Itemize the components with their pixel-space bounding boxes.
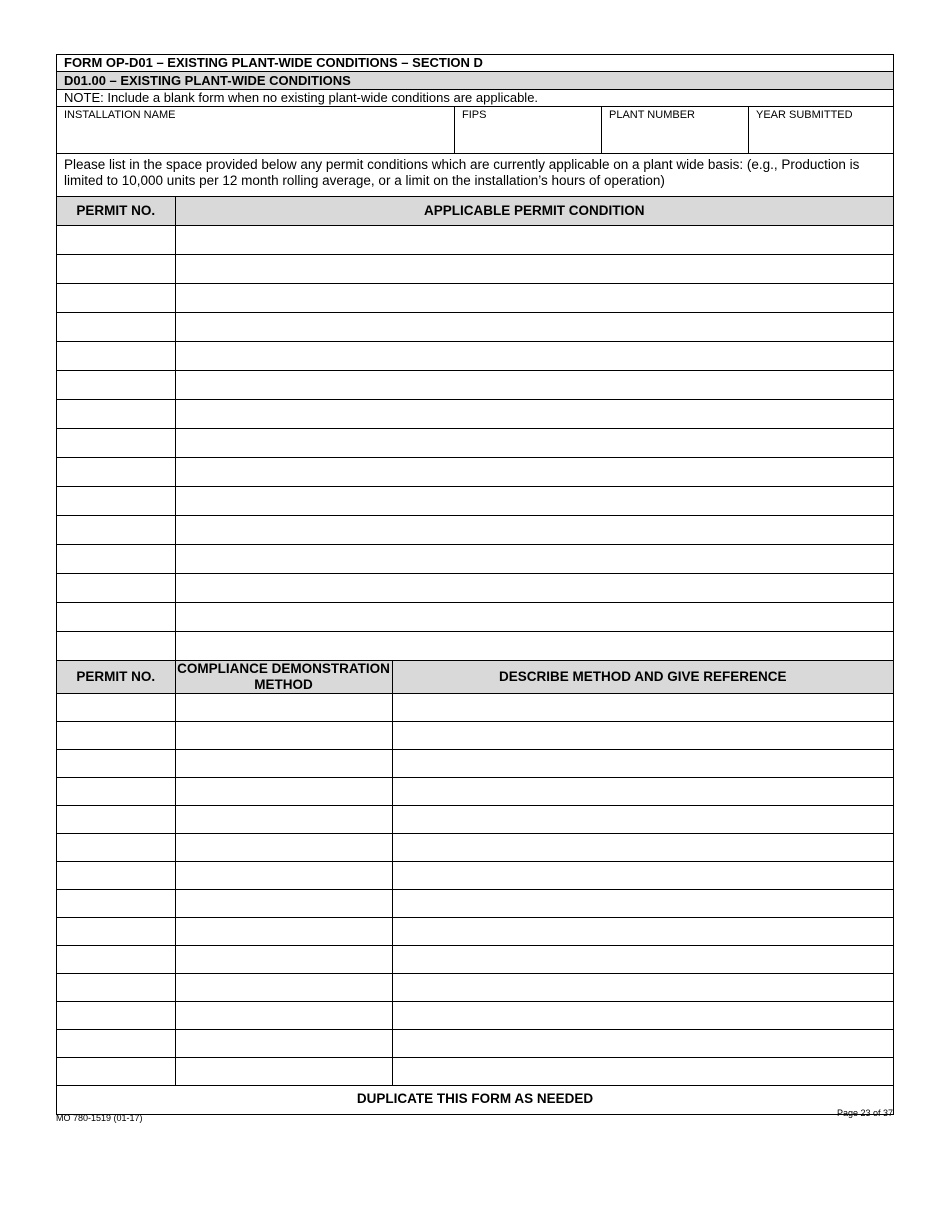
permit-no-cell <box>57 602 175 631</box>
permit-condition-cell <box>175 602 893 631</box>
table-header-row <box>57 197 893 225</box>
permit-no-input[interactable] <box>57 545 175 573</box>
permit-no-cell <box>57 918 175 946</box>
permit-condition-input[interactable] <box>176 284 894 312</box>
table-row <box>57 806 893 834</box>
compliance-method-cell <box>175 1030 392 1058</box>
permit-condition-cell <box>175 515 893 544</box>
permit-no-input[interactable] <box>57 400 175 428</box>
compliance-method-input[interactable] <box>176 778 392 805</box>
installation-name-label: INSTALLATION NAME <box>64 109 176 121</box>
year-submitted-cell <box>749 107 893 153</box>
permit-conditions-table <box>57 197 893 660</box>
method-description-cell <box>392 862 893 890</box>
permit-condition-cell <box>175 225 893 254</box>
permit-condition-input[interactable] <box>176 400 894 428</box>
permit-no-cell <box>57 806 175 834</box>
permit-no-input[interactable] <box>57 806 175 833</box>
table-row <box>57 428 893 457</box>
table-row <box>57 750 893 778</box>
method-description-cell <box>392 722 893 750</box>
compliance-method-input[interactable] <box>176 862 392 889</box>
compliance-method-input[interactable] <box>176 1002 392 1029</box>
permit-no-input[interactable] <box>57 313 175 341</box>
method-description-cell <box>392 1030 893 1058</box>
method-description-input[interactable] <box>393 974 894 1001</box>
permit-no-cell <box>57 225 175 254</box>
table-row <box>57 1058 893 1086</box>
table-row <box>57 974 893 1002</box>
compliance-method-input[interactable] <box>176 750 392 777</box>
permit-no-input[interactable] <box>57 778 175 805</box>
permit-no-input[interactable] <box>57 750 175 777</box>
permit-no-input[interactable] <box>57 516 175 544</box>
method-description-input[interactable] <box>393 1002 894 1029</box>
method-description-cell <box>392 946 893 974</box>
fips-label: FIPS <box>462 109 487 121</box>
method-description-cell <box>392 890 893 918</box>
permit-condition-cell <box>175 399 893 428</box>
table-row <box>57 602 893 631</box>
plant-number-cell <box>602 107 749 153</box>
compliance-method-input[interactable] <box>176 974 392 1001</box>
permit-no-input[interactable] <box>57 632 175 661</box>
permit-no-cell <box>57 890 175 918</box>
form-title: FORM OP-D01 – EXISTING PLANT-WIDE CONDITIONS – SECTION D <box>57 55 893 72</box>
permit-no-cell <box>57 573 175 602</box>
method-description-cell <box>392 694 893 722</box>
table-row <box>57 573 893 602</box>
section-title: D01.00 – EXISTING PLANT-WIDE CONDITIONS <box>57 72 893 90</box>
describe-method-header: DESCRIBE METHOD AND GIVE REFERENCE <box>392 661 893 694</box>
table-row <box>57 544 893 573</box>
permit-no-cell <box>57 486 175 515</box>
permit-no-input[interactable] <box>57 862 175 889</box>
method-description-cell <box>392 750 893 778</box>
permit-no-input[interactable] <box>57 603 175 631</box>
form-note: NOTE: Include a blank form when no existing plant-wide conditions are applicable. <box>57 90 893 107</box>
table-header-row <box>57 661 893 694</box>
permit-no-input[interactable] <box>57 487 175 515</box>
permit-no-cell <box>57 341 175 370</box>
permit-condition-input[interactable] <box>176 313 894 341</box>
installation-name-input[interactable] <box>64 127 435 141</box>
permit-no-cell <box>57 974 175 1002</box>
compliance-method-cell <box>175 694 392 722</box>
fips-input[interactable] <box>462 127 594 141</box>
compliance-method-cell <box>175 778 392 806</box>
compliance-method-input[interactable] <box>176 890 392 917</box>
permit-condition-cell <box>175 457 893 486</box>
page-number: Page 23 of 37 <box>836 1108 893 1118</box>
instructions: Please list in the space provided below any permit conditions which are currently applicable on a plant wide basis: (e.g., Production is limited to 10,000 units per 12 month rolling average, or a limit on the installation’s hours of operation) <box>57 154 893 197</box>
permit-no-input[interactable] <box>57 342 175 370</box>
method-description-cell <box>392 778 893 806</box>
permit-no-input[interactable] <box>57 1002 175 1029</box>
compliance-method-input[interactable] <box>176 834 392 861</box>
method-description-input[interactable] <box>393 722 894 749</box>
permit-no-cell <box>57 750 175 778</box>
installation-name-cell <box>57 107 455 153</box>
permit-no-input[interactable] <box>57 226 175 254</box>
permit-no-cell <box>57 694 175 722</box>
plant-number-input[interactable] <box>609 127 741 141</box>
permit-no-cell <box>57 1030 175 1058</box>
method-description-input[interactable] <box>393 806 894 833</box>
applicable-permit-condition-header: APPLICABLE PERMIT CONDITION <box>175 197 893 225</box>
permit-no-cell <box>57 254 175 283</box>
compliance-methods-table <box>57 660 893 1086</box>
table-row <box>57 722 893 750</box>
table-row <box>57 312 893 341</box>
compliance-method-cell <box>175 1002 392 1030</box>
method-description-input[interactable] <box>393 946 894 973</box>
permit-no-cell <box>57 312 175 341</box>
permit-condition-input[interactable] <box>176 516 894 544</box>
permit-condition-cell <box>175 631 893 660</box>
permit-condition-input[interactable] <box>176 632 894 661</box>
permit-no-input[interactable] <box>57 890 175 917</box>
permit-condition-input[interactable] <box>176 574 894 602</box>
permit-no-input[interactable] <box>57 284 175 312</box>
installation-info-row <box>57 107 893 154</box>
form-number: MO 780-1519 (01-17) <box>56 1113 143 1123</box>
compliance-method-input[interactable] <box>176 694 392 721</box>
table-row <box>57 918 893 946</box>
method-description-input[interactable] <box>393 918 894 945</box>
table-row <box>57 399 893 428</box>
permit-condition-input[interactable] <box>176 342 894 370</box>
compliance-method-input[interactable] <box>176 946 392 973</box>
table-row <box>57 946 893 974</box>
method-description-cell <box>392 1002 893 1030</box>
permit-no-input[interactable] <box>57 574 175 602</box>
compliance-method-cell <box>175 834 392 862</box>
permit-no-input[interactable] <box>57 1030 175 1057</box>
permit-condition-cell <box>175 573 893 602</box>
table-row <box>57 778 893 806</box>
table-row <box>57 341 893 370</box>
plant-number-label: PLANT NUMBER <box>609 109 695 121</box>
permit-condition-input[interactable] <box>176 429 894 457</box>
method-description-input[interactable] <box>393 778 894 805</box>
permit-condition-input[interactable] <box>176 545 894 573</box>
table-row <box>57 1002 893 1030</box>
permit-no-cell <box>57 1058 175 1086</box>
table-row <box>57 254 893 283</box>
compliance-method-cell <box>175 890 392 918</box>
permit-condition-input[interactable] <box>176 371 894 399</box>
table-row <box>57 370 893 399</box>
method-description-cell <box>392 1058 893 1086</box>
compliance-method-input[interactable] <box>176 806 392 833</box>
compliance-method-cell <box>175 918 392 946</box>
permit-condition-input[interactable] <box>176 226 894 254</box>
method-description-cell <box>392 806 893 834</box>
compliance-method-input[interactable] <box>176 918 392 945</box>
permit-no-cell <box>57 428 175 457</box>
permit-no-input[interactable] <box>57 429 175 457</box>
permit-condition-cell <box>175 544 893 573</box>
permit-no-input[interactable] <box>57 946 175 973</box>
permit-condition-input[interactable] <box>176 458 894 486</box>
permit-no-cell <box>57 457 175 486</box>
form-container <box>56 54 894 1115</box>
method-description-input[interactable] <box>393 834 894 861</box>
permit-condition-input[interactable] <box>176 255 894 283</box>
compliance-demonstration-method-header: COMPLIANCE DEMONSTRATION METHOD <box>175 661 392 694</box>
compliance-method-cell <box>175 1058 392 1086</box>
permit-no-header: PERMIT NO. <box>57 197 175 225</box>
compliance-method-cell <box>175 974 392 1002</box>
method-description-cell <box>392 974 893 1002</box>
permit-condition-cell <box>175 254 893 283</box>
method-description-input[interactable] <box>393 750 894 777</box>
permit-condition-cell <box>175 370 893 399</box>
compliance-method-cell <box>175 722 392 750</box>
compliance-method-input[interactable] <box>176 1058 392 1085</box>
permit-no-input[interactable] <box>57 255 175 283</box>
permit-no-input[interactable] <box>57 834 175 861</box>
table-row <box>57 890 893 918</box>
permit-condition-cell <box>175 283 893 312</box>
table-row <box>57 834 893 862</box>
method-description-input[interactable] <box>393 862 894 889</box>
table-row <box>57 283 893 312</box>
permit-no-header: PERMIT NO. <box>57 661 175 694</box>
permit-no-input[interactable] <box>57 694 175 721</box>
permit-no-cell <box>57 946 175 974</box>
permit-condition-cell <box>175 486 893 515</box>
table-row <box>57 225 893 254</box>
table-row <box>57 1030 893 1058</box>
compliance-method-cell <box>175 806 392 834</box>
permit-no-cell <box>57 544 175 573</box>
permit-no-cell <box>57 283 175 312</box>
method-description-cell <box>392 918 893 946</box>
table-row <box>57 457 893 486</box>
method-description-input[interactable] <box>393 694 894 721</box>
permit-no-cell <box>57 1002 175 1030</box>
permit-no-cell <box>57 778 175 806</box>
table-row <box>57 486 893 515</box>
year-submitted-input[interactable] <box>756 127 886 141</box>
permit-no-input[interactable] <box>57 458 175 486</box>
compliance-method-cell <box>175 946 392 974</box>
method-description-input[interactable] <box>393 1058 894 1085</box>
permit-condition-cell <box>175 428 893 457</box>
permit-no-cell <box>57 834 175 862</box>
compliance-method-cell <box>175 750 392 778</box>
permit-no-input[interactable] <box>57 371 175 399</box>
permit-condition-cell <box>175 341 893 370</box>
permit-no-input[interactable] <box>57 1058 175 1085</box>
method-description-cell <box>392 834 893 862</box>
compliance-method-input[interactable] <box>176 722 392 749</box>
table-row <box>57 694 893 722</box>
permit-no-cell <box>57 399 175 428</box>
method-description-input[interactable] <box>393 890 894 917</box>
duplicate-note: DUPLICATE THIS FORM AS NEEDED <box>356 1091 594 1106</box>
permit-no-cell <box>57 631 175 660</box>
permit-no-cell <box>57 515 175 544</box>
permit-no-cell <box>57 722 175 750</box>
fips-cell <box>455 107 602 153</box>
permit-no-input[interactable] <box>57 918 175 945</box>
table-row <box>57 515 893 544</box>
compliance-method-input[interactable] <box>176 1030 392 1057</box>
permit-no-input[interactable] <box>57 974 175 1001</box>
year-submitted-label: YEAR SUBMITTED <box>756 109 853 121</box>
permit-no-cell <box>57 370 175 399</box>
table-row <box>57 862 893 890</box>
permit-no-input[interactable] <box>57 722 175 749</box>
permit-condition-input[interactable] <box>176 487 894 515</box>
permit-condition-input[interactable] <box>176 603 894 631</box>
permit-condition-cell <box>175 312 893 341</box>
permit-no-cell <box>57 862 175 890</box>
method-description-input[interactable] <box>393 1030 894 1057</box>
compliance-method-cell <box>175 862 392 890</box>
table-row <box>57 631 893 660</box>
